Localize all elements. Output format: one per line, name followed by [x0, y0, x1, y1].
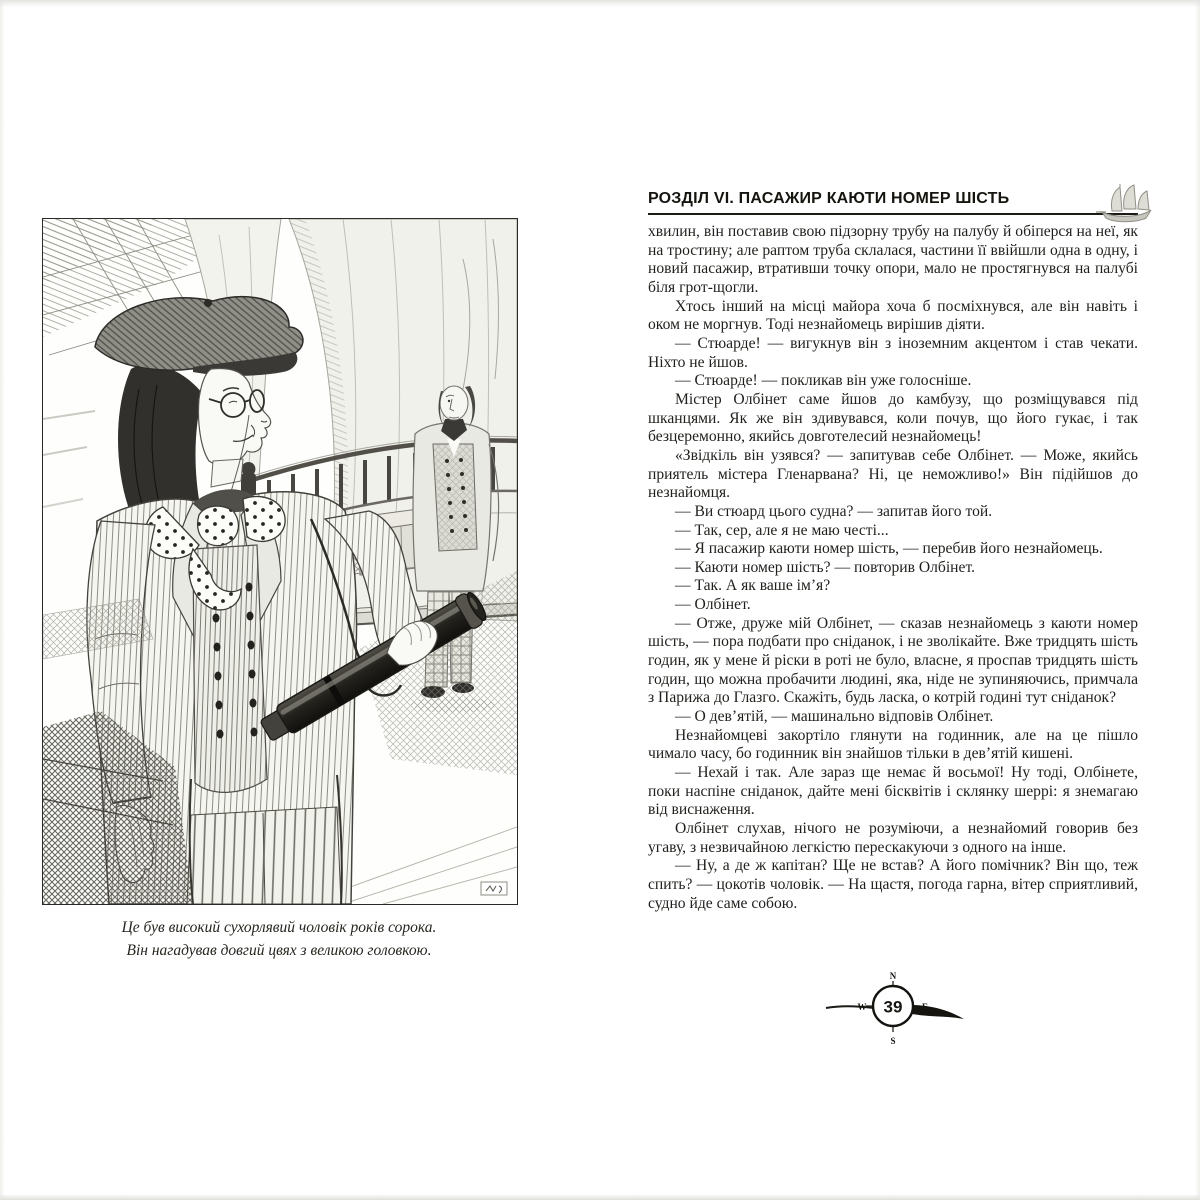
paragraph: — Нехай і так. Але зараз ще немає й восьмої! Ну тоді, Олбінете, поки наспіне сніданок, дайте мені бісквітів і склянку шеррі: я знемагаю від виснаження. — [648, 764, 1138, 819]
paragraph: — Отже, друже мій Олбінет, — сказав незнайомець з каюти номер шість, — пора подбати про сніданок, і не зволікайте. Вже тридцять шість годин, як у мене й ріски в роті не було, власне, я проспав тридцять шість годин, що можна пробачити людині, яка, ніде не зупиняючись, примчала з Парижа до Глазго. Скажіть, будь ласка, о котрій годині тут сніданок? — [648, 614, 1138, 707]
paragraph: Незнайомцеві закортіло глянути на годинник, але на це пішло чимало часу, бо годинник він знайшов тільки в дев’ятій кишені. — [648, 726, 1138, 763]
paragraph: — Стюарде! — вигукнув він з іноземним акцентом і став чекати. Ніхто не йшов. — [648, 334, 1138, 371]
paragraph: — Так. А як ваше ім’я? — [675, 577, 831, 595]
artist-monogram — [481, 882, 507, 895]
illustration-caption — [42, 916, 516, 962]
compass-w: W — [857, 1002, 867, 1012]
book-illustration — [42, 218, 518, 905]
illustration-drawing — [43, 219, 517, 904]
paragraph: — Каюти номер шість? — повторив Олбінет. — [675, 558, 975, 576]
scan-edge-bottom — [0, 1194, 1200, 1200]
compass-e: E — [921, 1002, 929, 1012]
paragraph: Містер Олбінет саме йшов до камбузу, що розміщувався під шканцями. Як же він здивувався, коли почув, що його гукає, і так безцеремонно, якийсь довготелесий незнайомець! — [648, 390, 1138, 446]
paragraph: Хтось інший на місці майора хоча б посміхнувся, але він навіть і оком не моргнув. Тоді незнайомець вирішив діяти. — [648, 297, 1138, 334]
chapter-heading: РОЗДІЛ VI. ПАСАЖИР КАЮТИ НОМЕР ШІСТЬ — [648, 190, 1010, 207]
paragraph: — Так, сер, але я не маю честі... — [675, 521, 889, 539]
paragraph: — Ну, а де ж капітан? Ще не встав? А його помічник? Він що, теж спить? — цокотів чоловік. — На щастя, погода гарна, вітер сприятливий, судно йде саме собою. — [648, 857, 1138, 912]
paragraph: «Звідкіль він узявся? — запитував себе Олбінет. — Може, якийсь приятель містера Гленарвана? Ні, це неможливо!» Він підійшов до незнайомця. — [648, 446, 1138, 502]
paragraph: — Олбінет. — [675, 596, 751, 614]
sailing-ship-icon — [1096, 183, 1158, 225]
chapter-header — [648, 190, 1138, 215]
paragraph: — О дев’ятій, — машинально відповів Олбінет. — [675, 708, 994, 726]
chapter-text — [648, 223, 1138, 913]
paragraph: — Я пасажир каюти номер шість, — перебив його незнайомець. — [675, 540, 1103, 558]
scan-edge-right — [1195, 0, 1200, 1200]
paragraph: хвилин, він поставив свою підзорну трубу на палубу й обіперся на неї, як на тростину; але раптом труба склалася, частини її ввійшли одна в одну, і новий пасажир, втративши точку опори, мало не простягнувся на палубі біля грот-щогли. — [648, 223, 1138, 296]
compass-s: S — [890, 1036, 896, 1046]
compass-n: N — [889, 971, 897, 981]
page-number: 39 — [883, 997, 903, 1017]
caption-line-1: Це був високий сухорлявий чоловік років сорока. — [121, 919, 437, 936]
paragraph: — Ви стюард цього судна? — запитав його той. — [675, 502, 993, 520]
paragraph: — Стюарде! — покликав він уже голосніше. — [675, 372, 972, 390]
paragraph: Олбінет слухав, нічого не розуміючи, а незнайомий говорив без угаву, з незвичайною легкістю перескакуючи з одного на інше. — [648, 820, 1138, 856]
scan-edge-left — [0, 0, 5, 1200]
page-number-compass — [818, 964, 968, 1048]
caption-line-2: Він нагадував довгий цвях з великою головкою. — [126, 942, 432, 959]
scan-edge-top — [0, 0, 1200, 7]
